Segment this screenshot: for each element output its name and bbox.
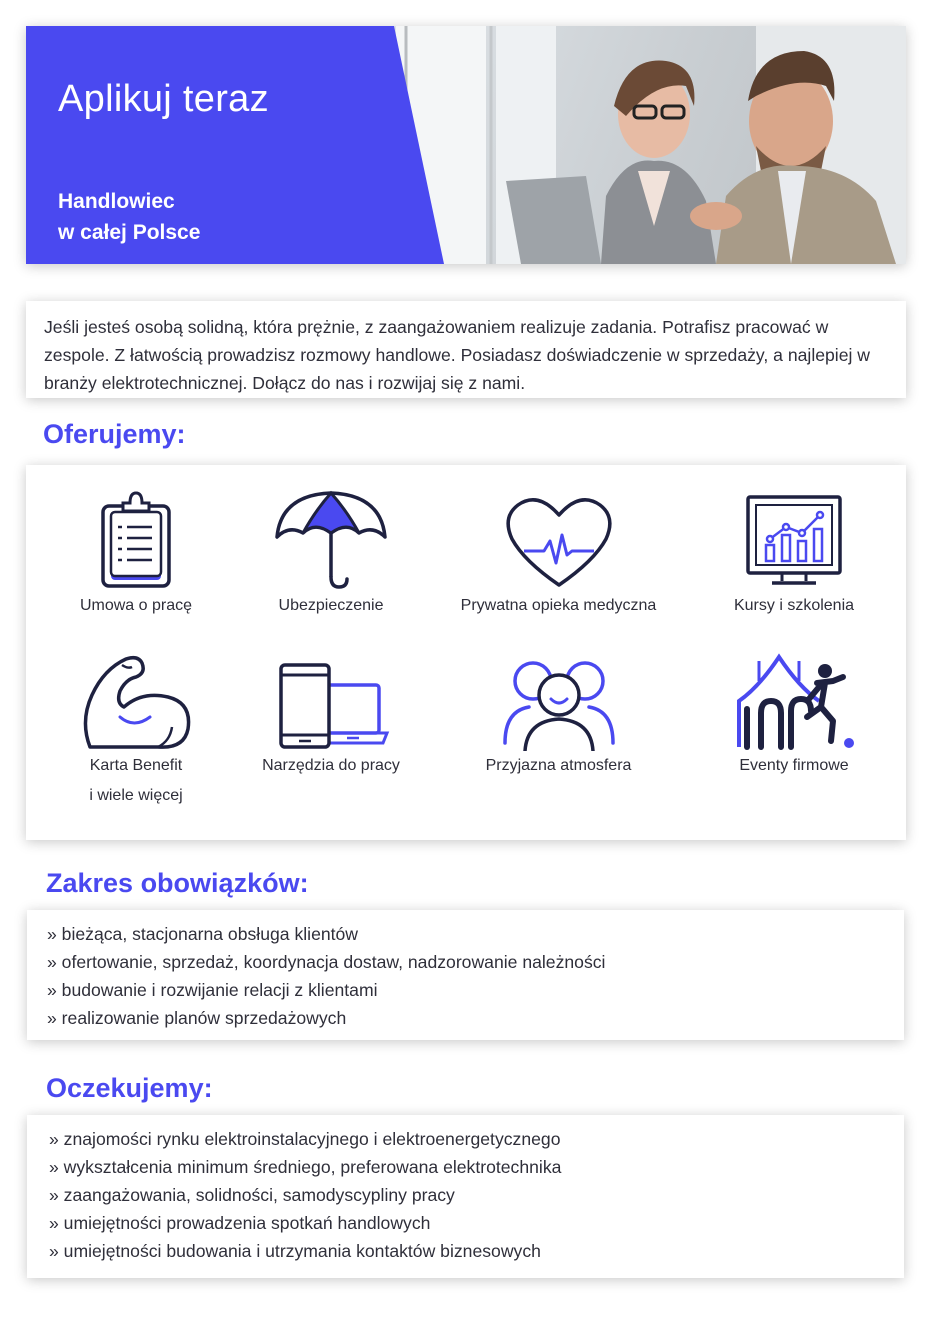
benefit-label: Ubezpieczenie — [278, 597, 384, 614]
benefit-label: Narzędzia do pracy — [262, 757, 400, 774]
list-item: » zaangażowania, solidności, samodyscypliny pracy — [49, 1185, 455, 1205]
benefit-label: Przyjazna atmosfera — [485, 757, 632, 774]
list-item: » ofertowanie, sprzedaż, koordynacja dostaw, nadzorowanie należności — [47, 952, 606, 972]
heart-pulse-icon — [504, 489, 614, 589]
benefit-label: Karta Benefit — [89, 757, 183, 774]
benefit-contract — [46, 489, 226, 615]
hero-banner — [26, 26, 906, 264]
benefit-label: Kursy i szkolenia — [733, 597, 855, 614]
list-item: » umiejętności prowadzenia spotkań handlowych — [49, 1213, 431, 1233]
benefit-insurance — [241, 489, 421, 615]
hero-subtitle — [58, 186, 200, 248]
list-item: » realizowanie planów sprzedażowych — [47, 1008, 347, 1028]
benefit-card — [46, 651, 226, 805]
list-item: » budowanie i rozwijanie relacji z klientami — [47, 980, 378, 1000]
monitor-chart-icon — [744, 489, 844, 589]
hero-subtitle-line1: Handlowiec — [58, 190, 175, 213]
benefit-label: Prywatna opieka medyczna — [460, 597, 657, 614]
clipboard-icon — [96, 489, 176, 589]
expect-heading: Oczekujemy: — [46, 1073, 213, 1103]
intro-text: Jeśli jesteś osobą solidną, która prężnie, z zaangażowaniem realizuje zadania. Potrafisz pracować w zespole. Z łatwością prowadzisz rozmowy handlowe. Posiadasz doświadczenie w sprzedaży, a najlepiej w branży elektrotechnicznej. Dołącz do nas i rozwijaj się z nami. — [44, 317, 870, 393]
intro-card — [26, 301, 906, 398]
benefit-label-extra: i wiele więcej — [89, 787, 183, 804]
benefit-atmosphere — [436, 651, 681, 775]
list-item: » wykształcenia minimum średniego, preferowana elektrotechnika — [49, 1157, 562, 1177]
duties-card — [27, 910, 904, 1040]
muscle-arm-icon — [76, 651, 196, 751]
list-item: » umiejętności budowania i utrzymania kontaktów biznesowych — [49, 1241, 541, 1261]
benefit-label: Eventy firmowe — [739, 757, 849, 774]
benefit-tools — [241, 651, 421, 775]
benefit-medical — [436, 489, 681, 615]
devices-icon — [271, 651, 391, 751]
benefit-label: Umowa o pracę — [79, 597, 193, 614]
offer-heading: Oferujemy: — [43, 419, 186, 449]
expect-card — [27, 1115, 904, 1278]
hero-title: Aplikuj teraz — [58, 78, 269, 120]
umbrella-icon — [271, 489, 391, 589]
list-item: » bieżąca, stacjonarna obsługa klientów — [47, 924, 359, 944]
list-item: » znajomości rynku elektroinstalacyjnego i elektroenergetycznego — [49, 1129, 561, 1149]
people-icon — [499, 651, 619, 751]
hero-subtitle-line2: w całej Polsce — [58, 221, 201, 244]
benefit-courses — [704, 489, 884, 615]
offer-card — [26, 465, 906, 840]
benefit-events — [704, 651, 884, 775]
duties-heading: Zakres obowiązków: — [46, 868, 309, 898]
event-tent-icon — [729, 651, 859, 751]
